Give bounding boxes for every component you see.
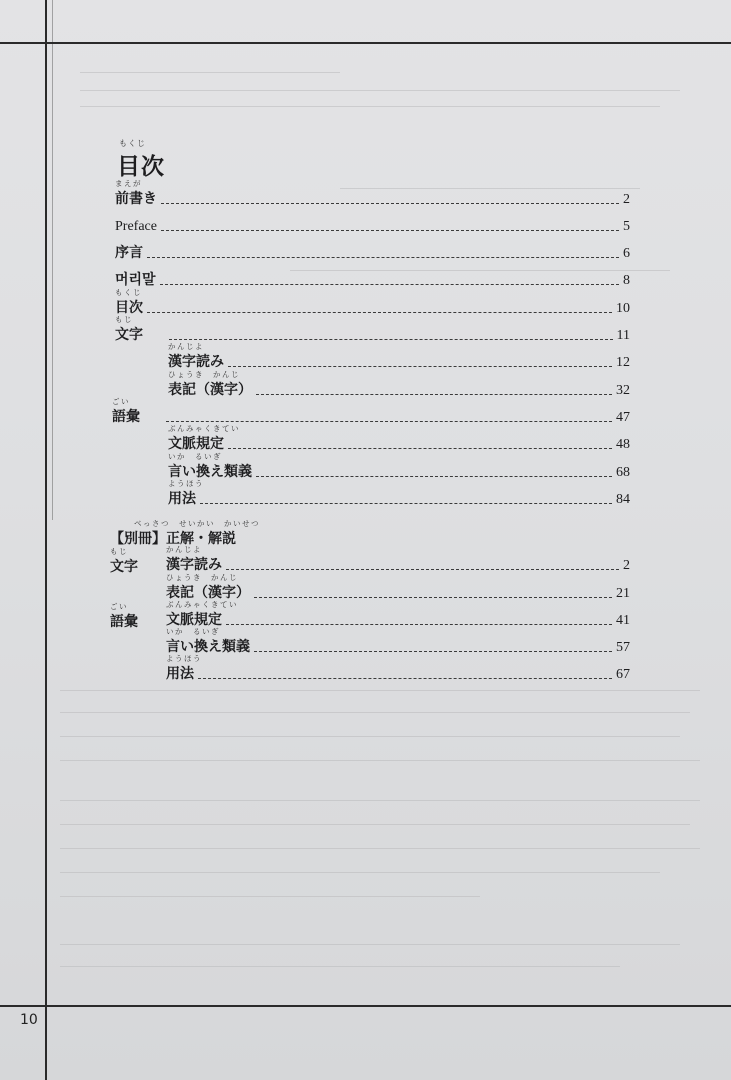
show-through xyxy=(80,106,660,107)
toc-section-page: 11 xyxy=(616,328,630,343)
show-through xyxy=(60,800,700,801)
toc-section-page: 47 xyxy=(616,410,630,425)
toc-entry-label: Preface xyxy=(115,219,157,234)
toc-entry[interactable] xyxy=(115,267,630,289)
toc-title xyxy=(117,139,165,181)
show-through xyxy=(80,72,340,73)
toc-entry-label: 序言 xyxy=(115,245,143,261)
dot-leader xyxy=(228,366,612,367)
toc-entry-label: ようほう 用法 xyxy=(168,479,204,507)
show-through xyxy=(80,90,680,91)
bottom-rule xyxy=(0,1005,731,1007)
toc-entry-page: 2 xyxy=(623,558,630,573)
toc-entry-label: 머리말 xyxy=(115,272,156,288)
dot-leader xyxy=(256,394,612,395)
toc-entry[interactable] xyxy=(168,452,630,481)
dot-leader xyxy=(160,284,619,285)
toc-section-label: もじ 文字 xyxy=(115,315,143,343)
toc-entry-page: 48 xyxy=(616,437,630,452)
toc-entry-label: ひょうき かんじ 表記（漢字） xyxy=(168,370,252,398)
show-through xyxy=(60,824,690,825)
toc-entry-page: 5 xyxy=(623,219,630,234)
dot-leader xyxy=(147,257,619,258)
top-rule xyxy=(0,42,731,44)
toc-entry-page: 21 xyxy=(616,586,630,601)
dot-leader xyxy=(254,597,612,598)
toc-entry[interactable] xyxy=(166,600,630,629)
dot-leader xyxy=(166,421,612,422)
show-through xyxy=(60,944,680,945)
dot-leader xyxy=(198,678,612,679)
dot-leader xyxy=(200,503,612,504)
toc-entry[interactable] xyxy=(115,179,630,208)
appendix-group-label: ごい 語彙 xyxy=(110,602,138,630)
toc-entry-page: 41 xyxy=(616,613,630,628)
toc-entry-page: 2 xyxy=(623,192,630,207)
show-through xyxy=(60,760,700,761)
toc-entry-label: いか るいぎ 言い換え類義 xyxy=(168,452,252,480)
dot-leader xyxy=(161,203,619,204)
toc-entry-label: ぶんみゃくきてい 文脈規定 xyxy=(168,424,240,452)
toc-entry-label: かんじよ 漢字読み xyxy=(168,342,224,370)
show-through xyxy=(60,736,680,737)
toc-entry[interactable] xyxy=(115,213,630,235)
toc-entry[interactable] xyxy=(115,288,630,317)
toc-entry-label: ひょうき かんじ 表記（漢字） xyxy=(166,573,250,601)
toc-entry-label: まえが 前書き xyxy=(115,179,157,207)
toc-entry-page: 57 xyxy=(616,640,630,655)
dot-leader xyxy=(256,476,612,477)
toc-entry-label: もくじ 目次 xyxy=(115,288,143,316)
dot-leader xyxy=(226,624,612,625)
toc-entry-page: 10 xyxy=(616,301,630,316)
dot-leader xyxy=(228,448,612,449)
show-through xyxy=(60,966,620,967)
toc-section-label: ごい 語彙 xyxy=(112,397,140,425)
show-through xyxy=(60,896,480,897)
toc-entry-label: ようほう 用法 xyxy=(166,654,202,682)
show-through xyxy=(60,848,700,849)
toc-entry[interactable] xyxy=(166,545,630,574)
title-text: 目次 xyxy=(117,153,165,180)
page-number: 10 xyxy=(20,1012,38,1028)
toc-entry-page: 32 xyxy=(616,383,630,398)
toc-entry-page: 68 xyxy=(616,465,630,480)
margin-line-inner xyxy=(52,0,53,520)
toc-entry-page: 8 xyxy=(623,273,630,288)
show-through xyxy=(60,712,690,713)
dot-leader xyxy=(161,230,619,231)
toc-entry-page: 6 xyxy=(623,246,630,261)
toc-entry[interactable] xyxy=(168,479,630,508)
toc-entry-label: いか るいぎ 言い換え類義 xyxy=(166,627,250,655)
toc-entry[interactable] xyxy=(166,627,630,656)
toc-entry[interactable] xyxy=(168,342,630,371)
toc-entry-page: 12 xyxy=(616,355,630,370)
appendix-group-label: もじ 文字 xyxy=(110,547,138,575)
toc-entry-label: かんじよ 漢字読み xyxy=(166,545,222,573)
title-ruby: もくじ xyxy=(119,139,146,148)
toc-entry[interactable] xyxy=(168,424,630,453)
dot-leader xyxy=(254,651,612,652)
toc-entry-page: 67 xyxy=(616,667,630,682)
dot-leader xyxy=(169,339,613,340)
dot-leader xyxy=(147,312,612,313)
toc-entry[interactable] xyxy=(166,654,630,683)
margin-line xyxy=(45,0,47,1080)
show-through xyxy=(60,872,660,873)
toc-entry-label: ぶんみゃくきてい 文脈規定 xyxy=(166,600,238,628)
dot-leader xyxy=(226,569,619,570)
toc-entry[interactable] xyxy=(115,240,630,262)
appendix-heading: べっさつ せいかい かいせつ 【別冊】正解・解説 xyxy=(110,519,260,547)
toc-entry-page: 84 xyxy=(616,492,630,507)
toc-entry[interactable] xyxy=(168,370,630,399)
show-through xyxy=(60,690,700,691)
